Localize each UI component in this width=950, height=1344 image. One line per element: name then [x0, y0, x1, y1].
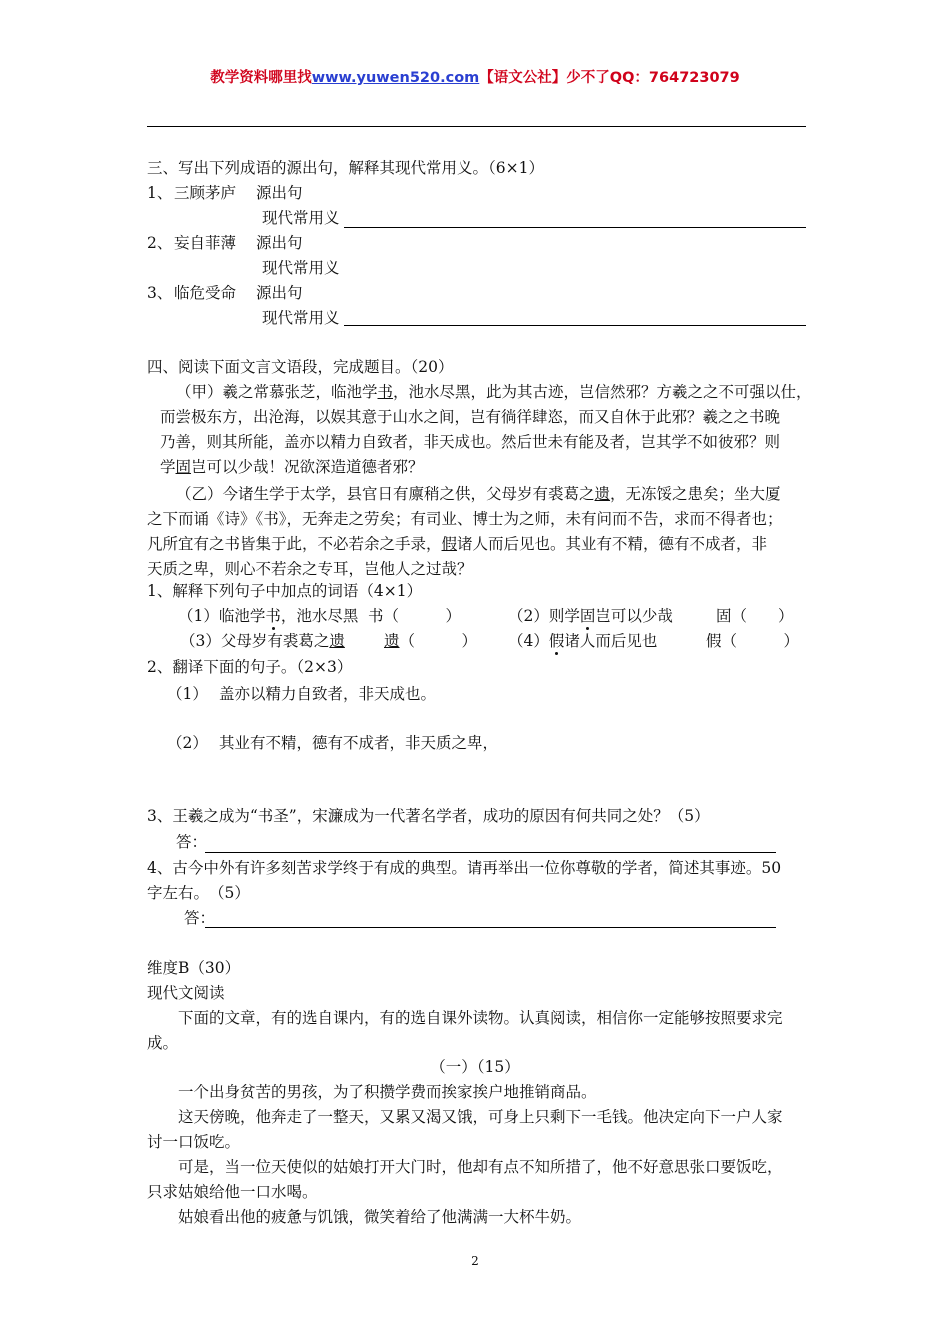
question-3-title: 3、王羲之成为“书圣”，宋濂成为一代著名学者，成功的原因有何共同之处？（5）: [147, 807, 710, 825]
passage-yi-line: 凡所宜有之书皆集于此，不必若余之手录，假诸人而后见也。其业有不精，德有不成者，非: [147, 535, 768, 553]
dotted-word: 书: [265, 607, 281, 625]
page-number: 2: [471, 1254, 479, 1268]
story-paragraph: 姑娘看出他的疲惫与饥饿，微笑着给了他满满一大杯牛奶。: [178, 1208, 582, 1226]
meaning-label: 现代常用义: [262, 259, 340, 277]
q1-answer[interactable]: 书（ ）: [368, 607, 462, 625]
intro-line: 成。: [147, 1034, 179, 1052]
intro-line: 下面的文章，有的选自课内，有的选自课外读物。认真阅读，相信你一定能够按照要求完: [178, 1009, 783, 1027]
dotted-word: 假: [548, 632, 565, 650]
source-label: 源出句: [256, 234, 303, 252]
meaning-answer-line[interactable]: [344, 325, 806, 326]
header-prefix: 教学资料哪里找: [210, 70, 312, 86]
q1-answer[interactable]: 假（ ）: [706, 632, 800, 650]
question-2-title: 2、翻译下面的句子。（2×3）: [147, 658, 353, 676]
q2-item-text: 盖亦以精力自致者，非天成也。: [219, 685, 437, 703]
meaning-answer-line[interactable]: [344, 227, 806, 228]
idiom-item: [147, 233, 172, 253]
meaning-label: 现代常用义: [262, 309, 340, 327]
underlined-word: 遗: [594, 485, 611, 503]
dimension-b-subtitle: 现代文阅读: [147, 984, 225, 1002]
q1-sentence: （4）假诸人而后见也: [508, 632, 658, 650]
answer-label: 答：: [184, 909, 216, 927]
question-4-line: 4、古今中外有许多刻苦求学终于有成的典型。请再举出一位你尊敬的学者，简述其事迹。50: [147, 859, 782, 877]
source-label: 源出句: [256, 184, 303, 202]
q1-sentence: （2）则学固岂可以少哉: [508, 607, 673, 625]
passage-jia-line: 而尝极东方，出沧海，以娱其意于山水之间，岂有徜徉肆恣，而又自休于此邪？羲之之书晚: [160, 408, 781, 426]
question-1-title: 1、解释下列句子中加点的词语（4×1）: [147, 582, 423, 600]
source-label: 源出句: [256, 284, 303, 302]
page-header: [0, 66, 950, 87]
q2-item-text: 其业有不精，德有不成者，非天质之卑，: [219, 734, 499, 752]
answer-line[interactable]: [205, 852, 776, 853]
idiom-number: 2、: [147, 234, 173, 252]
dimension-b-title: 维度B（30）: [147, 959, 241, 977]
underlined-word: 书: [377, 383, 394, 401]
section-4-title: 四、阅读下面文言文语段，完成题目。（20）: [147, 358, 454, 376]
underlined-word: 假: [441, 535, 458, 553]
q2-item-number: （2）: [167, 734, 208, 752]
q2-item-number: （1）: [167, 685, 208, 703]
idiom-name: 妄自菲薄: [174, 234, 237, 252]
passage-jia-line: 学固岂可以少哉！况欲深造道德者邪？: [160, 458, 424, 476]
underlined-word: 固: [175, 458, 192, 476]
passage-yi-line: 天质之卑，则心不若余之专耳，岂他人之过哉？: [147, 560, 473, 578]
story-paragraph: 一个出身贫苦的男孩，为了积攒学费而挨家挨户地推销商品。: [178, 1083, 597, 1101]
story-paragraph: 可是，当一位天使似的姑娘打开大门时，他却有点不知所措了，他不好意思张口要饭吃，: [178, 1158, 783, 1176]
header-link[interactable]: www.yuwen520.com: [311, 70, 480, 86]
header-rule: [147, 126, 806, 127]
meaning-label: 现代常用义: [262, 209, 340, 227]
idiom-name: 临危受命: [174, 284, 237, 302]
story-paragraph: 只求姑娘给他一口水喝。: [147, 1183, 318, 1201]
section-3-title: 三、写出下列成语的源出句，解释其现代常用义。（6×1）: [147, 159, 544, 177]
answer-line[interactable]: [205, 927, 776, 928]
passage-yi-line: （乙）今诸生学于太学，县官日有廪稍之供，父母岁有裘葛之遗，无冻馁之患矣；坐大厦: [176, 485, 781, 503]
part-title: （一）（15）: [430, 1058, 520, 1076]
question-4-line: 字左右。 （5）: [147, 884, 250, 902]
underlined-word: 遗: [329, 632, 345, 650]
idiom-item: [147, 183, 172, 203]
idiom-item: [147, 283, 172, 303]
dotted-word: 固: [579, 607, 596, 625]
passage-yi-line: 之下而诵《诗》《书》，无奔走之劳矣；有司业、博士为之师，未有问而不告，求而不得者也；: [147, 510, 783, 528]
passage-jia-line: 乃善，则其所能，盖亦以精力自致者，非天成也。然后世未有能及者，岂其学不如彼邪？则: [160, 433, 781, 451]
story-paragraph: 讨一口饭吃。: [147, 1133, 241, 1151]
q1-answer[interactable]: 遗（ ）: [384, 632, 478, 650]
idiom-name: 三顾茅庐: [174, 184, 237, 202]
story-paragraph: 这天傍晚，他奔走了一整天，又累又渴又饿，可身上只剩下一毛钱。他决定向下一户人家: [178, 1108, 783, 1126]
header-suffix: 【语文公社】少不了QQ：764723079: [479, 70, 740, 86]
q1-sentence: （3）父母岁有裘葛之遗: [180, 632, 345, 650]
answer-label: 答：: [176, 833, 208, 851]
idiom-number: 1、: [147, 184, 173, 202]
q1-sentence: （1）临池学书，池水尽黑: [178, 607, 359, 625]
idiom-number: 3、: [147, 284, 173, 302]
passage-jia-line: （甲）羲之常慕张芝，临池学书，池水尽黑，此为其古迹，岂信然邪？方羲之之不可强以仕，: [176, 383, 812, 401]
q1-answer[interactable]: 固（ ）: [716, 607, 794, 625]
